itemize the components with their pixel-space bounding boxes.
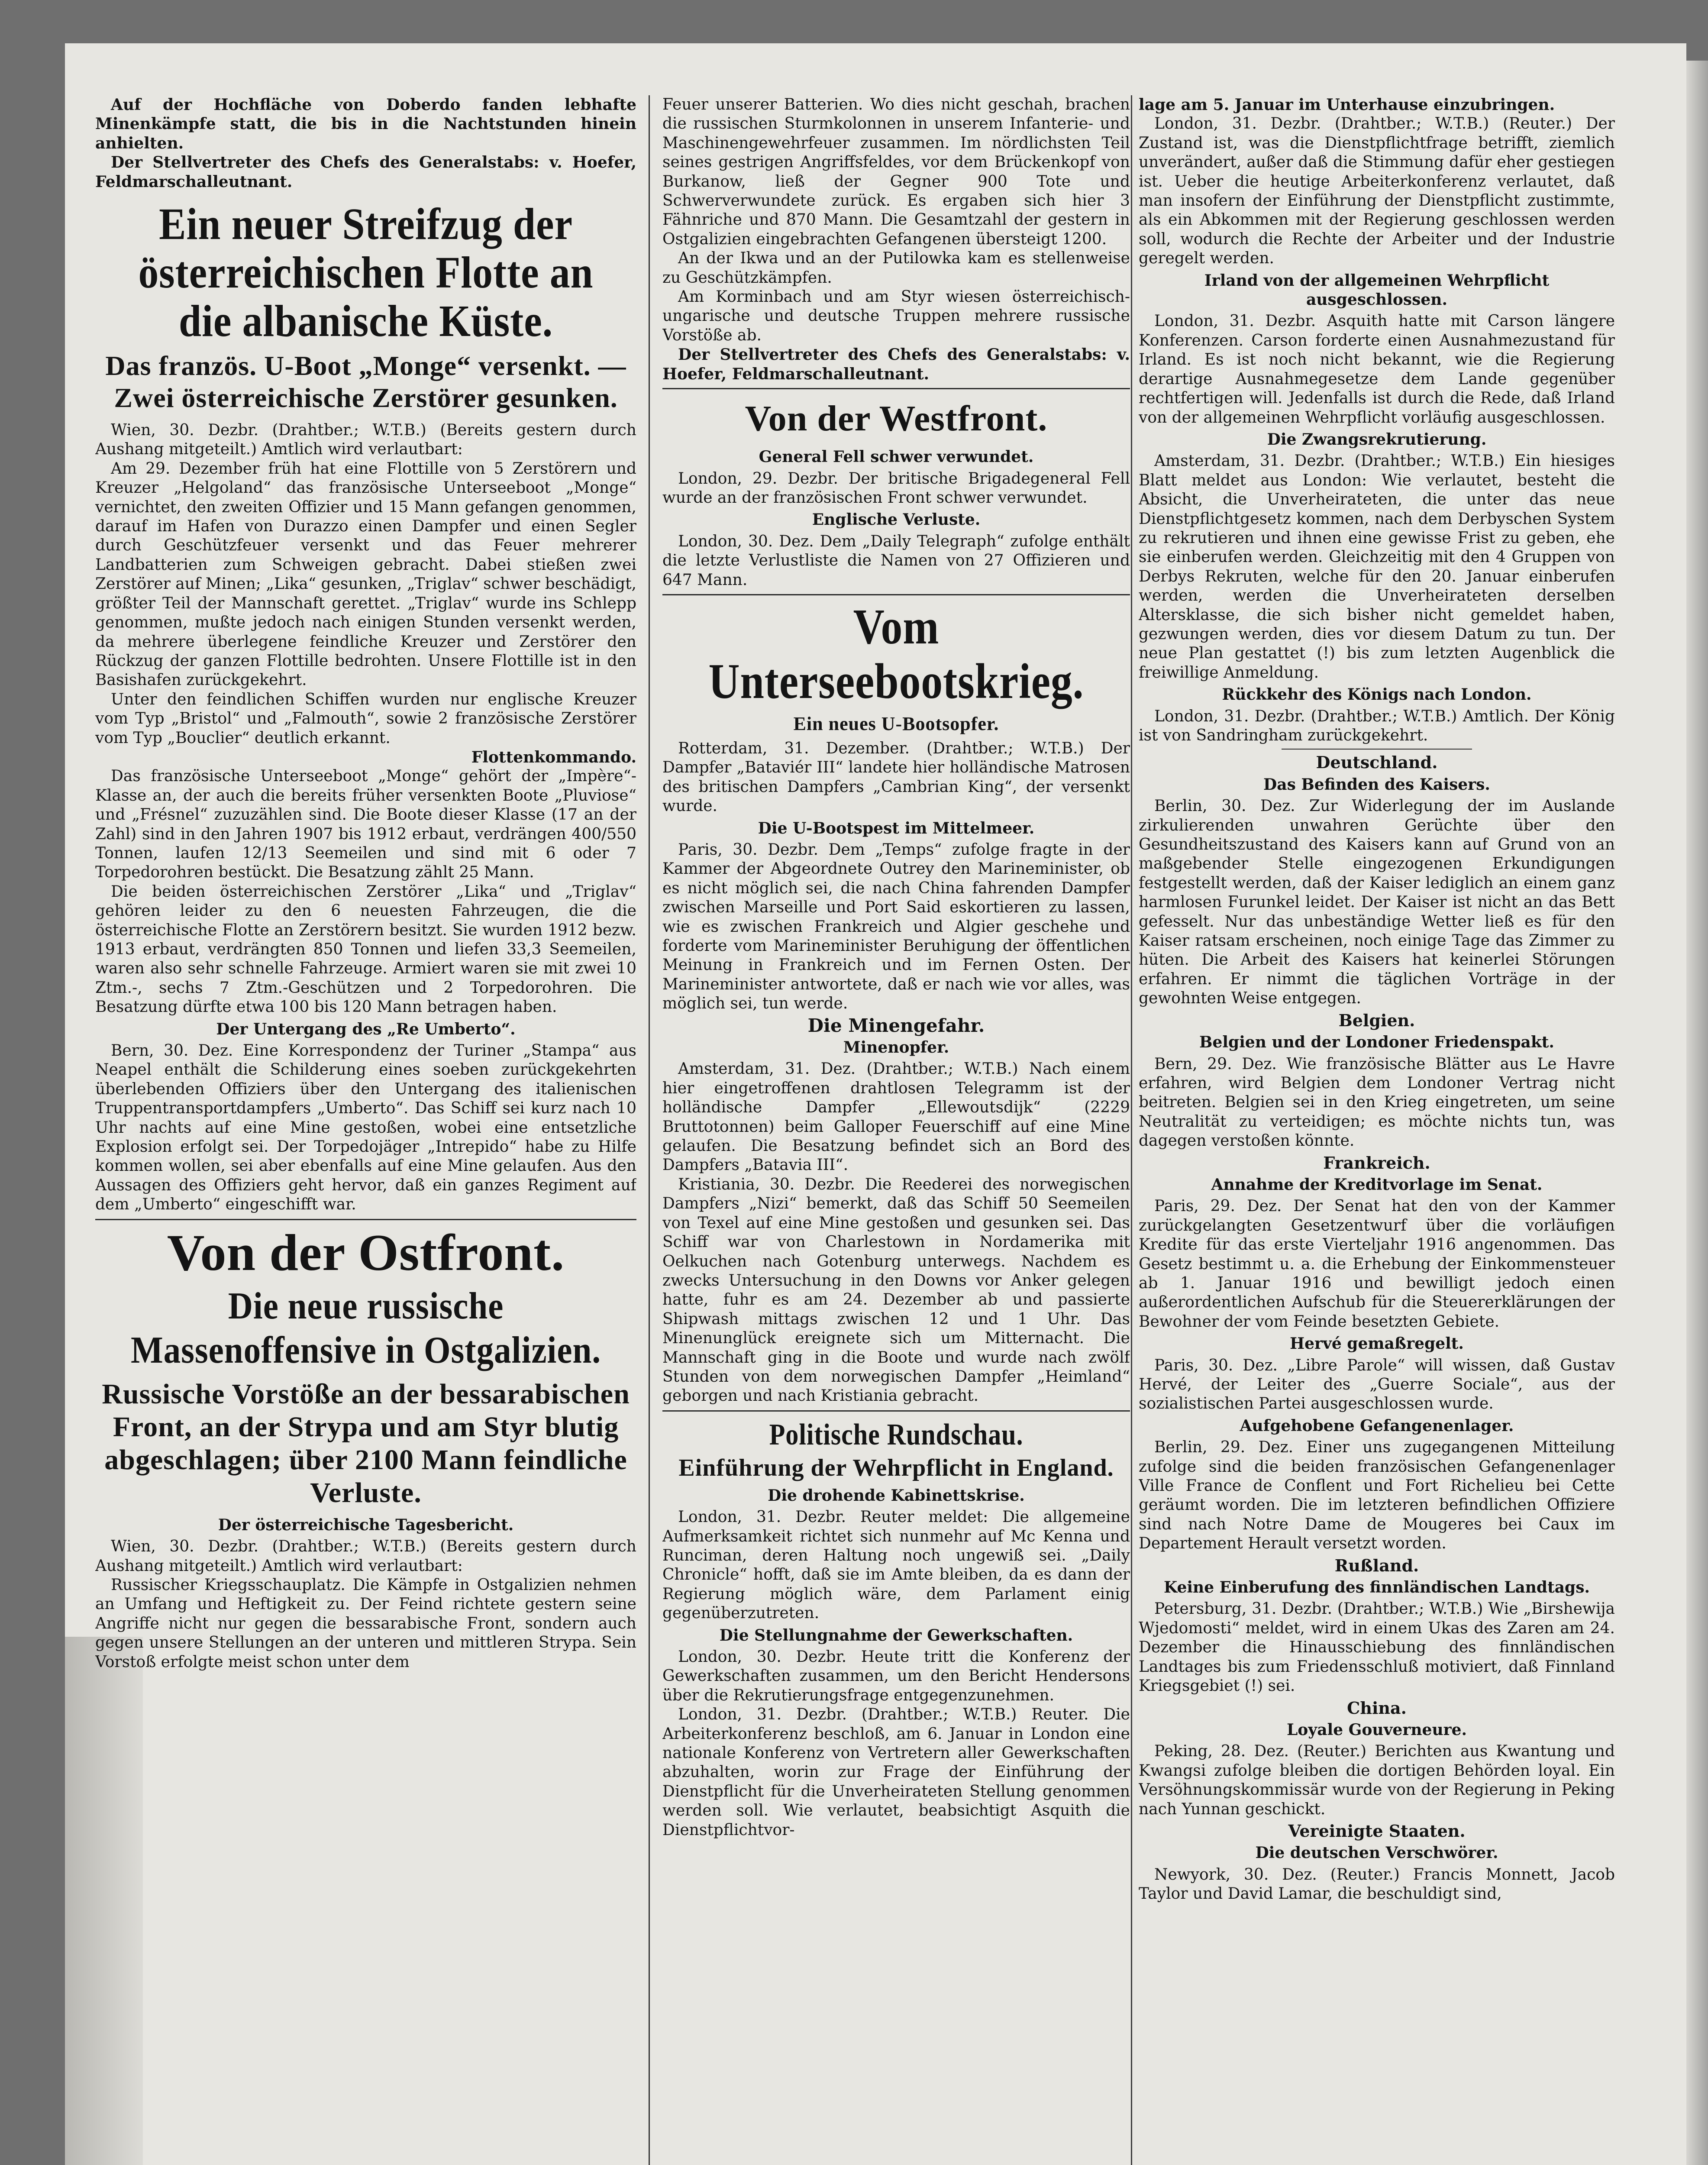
column-2 — [662, 95, 1130, 2165]
section-title: Keine Einberufung des finnländischen Landtags. — [1163, 1578, 1590, 1597]
article-paragraph: Unter den feindlichen Schiffen wurden nur englische Kreuzer vom Typ „Bristol“ und „Falmouth“, sowie 2 französische Zerstörer vom Typ „Bouclier“ deutlich erkannt. — [95, 690, 636, 747]
article-paragraph: London, 31. Dezbr. Asquith hatte mit Carson längere Konferenzen. Carson forderte einen Ausnahmezustand für Irland. Es ist noch nicht bekannt, wie die Regierung derartige Ausnahmegesetze dem Lande gegenüber rechtfertigen will. Jedenfalls ist durch die Rede, daß Irland von der allgemeinen Wehrpflicht vorläufig ausgeschlossen. — [1139, 312, 1615, 427]
flottenkommando-signature: Flottenkommando. — [471, 748, 636, 766]
section-title: Loyale Gouverneure. — [1286, 1720, 1467, 1739]
article-paragraph: An der Ikwa und an der Putilowka kam es stellenweise zu Geschützkämpfen. — [662, 249, 1130, 287]
article-paragraph: Paris, 30. Dez. „Libre Parole“ will wissen, daß Gustav Hervé, der Leiter des „Guerre Sociale“, aus der sozialistischen Partei ausgeschlossen wurde. — [1139, 1356, 1615, 1413]
section-title: Die Stellungnahme der Gewerkschaften. — [719, 1626, 1073, 1645]
headline-westfront: Von der Westfront. — [745, 398, 1048, 439]
article-paragraph: Das französische Unterseeboot „Monge“ gehört der „Impère“-Klasse an, der auch die bereits früher versenkten Boote „Pluviose“ und „Frésnel“ zuzuzählen sind. Die Boote dieser Klasse (17 an der Zahl) sind in den Jahren 1907 bis 1912 erbaut, verdrängen 400/550 Tonnen, laufen 12/13 Seemeilen und sind mit 6 oder 7 Torpedorohren bestückt. Die Besatzung zählt 25 Mann. — [95, 767, 636, 882]
signature: Der Stellvertreter des Chefs des Generalstabs: v. Hoefer, Feldmarschalleutnant. — [95, 153, 636, 191]
headline-massenoffensive: Die neue russische Massenoffensive in Ostgalizien. — [130, 1285, 601, 1371]
article-paragraph: London, 29. Dezbr. Der britische Brigadegeneral Fell wurde an der französischen Front schwer verwundet. — [662, 469, 1130, 507]
section-title: Rückkehr des Königs nach London. — [1222, 685, 1532, 704]
signature: Der Stellvertreter des Chefs des Generalstabs: v. Hoefer, Feldmarschalleutnant. — [662, 346, 1130, 383]
section-title: Hervé gemaßregelt. — [1290, 1335, 1464, 1353]
country-heading: Deutschland. — [1316, 753, 1438, 772]
section-title: Die Zwangsrekrutierung. — [1267, 430, 1487, 449]
article-paragraph: London, 30. Dezbr. Heute tritt die Konferenz der Gewerkschaften zusammen, um den Bericht Hendersons über die Rekrutierungsfrage entgegenzunehmen. — [662, 1648, 1130, 1704]
country-heading: Belgien. — [1338, 1010, 1415, 1030]
divider — [662, 1410, 1130, 1412]
country-heading: Frankreich. — [1323, 1153, 1430, 1173]
article-paragraph: London, 31. Dezbr. Reuter meldet: Die allgemeine Aufmerksamkeit richtet sich nunmehr auf Mc Kenna und Runciman, deren Haltung noch ungewiß sei. „Daily Chronicle“ hofft, daß sie im Amte bleiben, da es dann der Regierung möglich wäre, dem Parlament einig gegenüberzutreten. — [662, 1508, 1130, 1622]
section-title: Der österreichische Tagesbericht. — [218, 1516, 514, 1534]
section-title: General Fell schwer verwundet. — [759, 448, 1034, 466]
country-heading: China. — [1347, 1698, 1407, 1718]
section-title: Belgien und der Londoner Friedenspakt. — [1199, 1033, 1554, 1052]
section-title: Die U-Bootspest im Mittelmeer. — [758, 819, 1035, 837]
article-paragraph: Berlin, 30. Dez. Zur Widerlegung der im Auslande zirkulierenden unwahren Gerüchte über den Gesundheitszustand des Kaisers kann auf Grund von an maßgebender Stelle eingezogenen Erkundigungen festgestellt werden, daß der Kaiser lediglich an einem ganz harmlosen Furunkel leidet. Der Kaiser ist nicht an das Bett gefesselt. Nur das unbeständige Wetter ließ es für den Kaiser ratsam erscheinen, noch einige Tage das Zimmer zu hüten. Die Arbeit des Kaisers hat keinerlei Störungen erfahren. Er nimmt die täglichen Vorträge in der gewohnten Weise entgegen. — [1139, 797, 1615, 1008]
divider — [95, 1219, 636, 1220]
article-paragraph: Am Korminbach und am Styr wiesen österreichisch-ungarische und deutsche Truppen mehrere russische Vorstöße ab. — [662, 288, 1130, 344]
section-title: Die deutschen Verschwörer. — [1255, 1844, 1498, 1862]
column-rule — [1131, 95, 1132, 2165]
article-paragraph: Wien, 30. Dezbr. (Drahtber.; W.T.B.) (Bereits gestern durch Aushang mitgeteilt.) Amtlich wird verlautbart: — [95, 421, 636, 459]
section-title: Irland von der allgemeinen Wehrpflicht ausgeschlossen. — [1204, 271, 1550, 309]
divider — [662, 388, 1130, 389]
section-title: Der Untergang des „Re Umberto“. — [216, 1020, 516, 1038]
article-paragraph: Wien, 30. Dezbr. (Drahtber.; W.T.B.) (Bereits gestern durch Aushang mitgeteilt.) Amtlich wird verlautbart: — [95, 1538, 636, 1575]
doberdo-paragraph: Auf der Hochfläche von Doberdo fanden lebhafte Minenkämpfe statt, die bis in die Nachtstunden hinein anhielten. — [95, 96, 636, 152]
article-paragraph: Amsterdam, 31. Dez. (Drahtber.; W.T.B.) Nach einem hier eingetroffenen drahtlosen Telegramm ist der holländische Dampfer „Ellewoutsdijk“ (2229 Bruttotonnen) beim Galloper Feuerschiff auf eine Mine gelaufen. Die Besatzung befindet sich an Bord des Dampfers „Batavia III“. — [662, 1060, 1130, 1174]
article-paragraph: Feuer unserer Batterien. Wo dies nicht geschah, brachen die russischen Sturmkolonnen in unserem Infanterie- und Maschinengewehrfeuer zusammen. Im nördlichsten Teil seines gestrigen Angriffsfeldes, vor dem Brückenkopf von Burkanow, ließ der Gegner 900 Tote und Schwerverwundete zurück. Es ergaben sich hier 3 Fähnriche und 870 Mann. Die Gesamtzahl der gestern in Ostgalizien eingebrachten Gefangenen übersteigt 1200. — [662, 96, 1130, 248]
article-paragraph: London, 30. Dez. Dem „Daily Telegraph“ zufolge enthält die letzte Verlustliste die Namen von 27 Offizieren und 647 Mann. — [662, 532, 1130, 589]
section-title: Das Befinden des Kaisers. — [1263, 775, 1490, 794]
headline-wehrpflicht: Einführung der Wehrpflicht in England. — [678, 1454, 1114, 1481]
headline-ostfront: Von der Ostfront. — [167, 1223, 565, 1281]
section-subtitle: Minenopfer. — [843, 1038, 949, 1057]
article-paragraph: London, 31. Dezbr. (Drahtber.; W.T.B.) Reuter. Die Arbeiterkonferenz beschloß, am 6. Januar in London eine nationale Konferenz von Vertretern aller Gewerkschaften abzuhalten, worin zur Frage der Einführung der Dienstpflicht für die Unverheirateten Stellung genommen werden soll. Wie verlautet, beabsichtigt Asquith die Dienstpflichtvor- — [662, 1706, 1130, 1839]
subheadline-monge: Das französ. U-Boot „Monge“ versenkt. — Zwei österreichische Zerstörer gesunken. — [105, 350, 626, 414]
section-title: Die drohende Kabinettskrise. — [768, 1486, 1025, 1505]
column-3 — [1139, 95, 1615, 2165]
article-paragraph: lage am 5. Januar im Unterhause einzubringen. — [1139, 96, 1555, 114]
article-paragraph: Newyork, 30. Dez. (Reuter.) Francis Monnett, Jacob Taylor und David Lamar, die beschuldigt sind, — [1139, 1865, 1615, 1903]
article-paragraph: London, 31. Dezbr. (Drahtber.; W.T.B.) Amtlich. Der König ist von Sandringham zurückgekehrt. — [1139, 707, 1615, 744]
divider — [1282, 749, 1472, 750]
country-heading: Rußland. — [1334, 1555, 1419, 1575]
article-paragraph: Russischer Kriegsschauplatz. Die Kämpfe in Ostgalizien nehmen an Umfang und Heftigkeit zu. Der Feind richtete gestern seine Angriffe nicht nur gegen die bessarabische Front, sondern auch gegen unsere Stellungen an der unteren und mittleren Strypa. Sein Vorstoß erfolgte meist schon unter dem — [95, 1576, 636, 1671]
section-title: Die Minengefahr. — [807, 1015, 985, 1036]
article-paragraph: Kristiania, 30. Dezbr. Die Reederei des norwegischen Dampfers „Nizi“ bemerkt, daß das Schiff 50 Seemeilen von Texel auf eine Mine gestoßen und gesunken sei. Das Schiff war von Charlestown in Nordamerika mit Oelkuchen nach Gotenburg unterwegs. Nachdem es zwecks Untersuchung in den Downs vor Anker gelegen hatte, fuhr es am 24. Dezember ab und passierte Shipwash mittags zwischen 12 und 1 Uhr. Das Minenunglück ereignete sich um Mitternacht. Die Mannschaft ging in die Boote und wurde nach zwölf Stunden von dem norwegischen Dampfer „Heimland“ geborgen und nach Kristiania gebracht. — [662, 1175, 1130, 1405]
subheadline-uboot-opfer: Ein neues U-Bootsopfer. — [793, 713, 999, 734]
article-paragraph: London, 31. Dezbr. (Drahtber.; W.T.B.) (Reuter.) Der Zustand ist, was die Dienstpflichtfrage betrifft, ziemlich unverändert, außer daß die Stimmung dafür eher gestiegen ist. Ueber die heutige Arbeiterkonferenz verlautet, daß man insofern der Einführung der Dienstpflicht zustimmte, als ein Abkommen mit der Regierung geschlossen werden soll, wodurch die Rechte der Arbeiter und der Industrie geregelt werden. — [1139, 115, 1615, 268]
article-paragraph: Petersburg, 31. Dezbr. (Drahtber.; W.T.B.) Wie „Birshewija Wjedomosti“ meldet, wird in einem Ukas des Zaren am 24. Dezember die Hinausschiebung des finnländischen Landtages bis zum Friedensschluß motiviert, daß Finnland Kriegsgebiet (!) sei. — [1139, 1600, 1615, 1695]
section-title: Annahme der Kreditvorlage im Senat. — [1211, 1175, 1543, 1194]
article-paragraph: Paris, 29. Dez. Der Senat hat den von der Kammer zurückgelangten Gesetzentwurf über die vorläufigen Kredite für das erste Vierteljahr 1916 angenommen. Das Gesetz bestimmt u. a. die Erhebung der Einkommensteuer ab 1. Januar 1916 und bewilligt jedoch einen außerordentlichen Aufschub für die Steuererklärungen der Bewohner der vom Feinde besetzten Gebiete. — [1139, 1197, 1615, 1331]
headline-flotte: Ein neuer Streifzug der österreichischen Flotte an die albanische Küste. — [138, 199, 594, 346]
column-1 — [95, 95, 636, 2165]
headline-unterseebootskrieg: Vom Unterseebootskrieg. — [708, 599, 1084, 709]
article-paragraph: Amsterdam, 31. Dezbr. (Drahtber.; W.T.B.) Ein hiesiges Blatt meldet aus London: Wie verlautet, besteht die Absicht, die Unverheirateten, die unter das neue Dienstpflichtgesetz kommen, nach dem Derbyschen System zu rekrutieren und ihnen eine gewisse Frist zu geben, ehe sie einberufen werden. Gleichzeitig mit den 4 Gruppen von Derbys Rekruten, welche für den 20. Januar einberufen werden, werden die Unverheirateten derselben Altersklasse, die sich bisher nicht gemeldet haben, gezwungen werden, dies vor diesem Datum zu tun. Der neue Plan gestattet (!) bis zum letzten Augenblick die freiwillige Anmeldung. — [1139, 452, 1615, 682]
adjacent-page-edge — [1686, 61, 1708, 2165]
article-paragraph: Berlin, 29. Dez. Einer uns zugegangenen Mitteilung zufolge sind die beiden französischen Gefangenenlager Ville France de Conflent und Fort Richelieu bei Cette geräumt worden. Die im letzteren befindlichen Offiziere sind nach Notre Dame de Mougeres bei Caux im Departement Herault versetzt worden. — [1139, 1438, 1615, 1553]
article-paragraph: Die beiden österreichischen Zerstörer „Lika“ und „Triglav“ gehören leider zu den 6 neuesten Fahrzeugen, die die österreichische Flotte an Zerstörern besitzt. Sie wurden 1912 bezw. 1913 erbaut, verdrängten 850 Tonnen und liefen 33,3 Seemeilen, waren also sehr schnelle Fahrzeuge. Armiert waren sie mit zwei 10 Ztm.-, sechs 7 Ztm.-Geschützen und 2 Torpedorohren. Die Besatzung dürfte etwa 100 bis 120 Mann betragen haben. — [95, 882, 636, 1016]
subheadline-vorstoesse: Russische Vorstöße an der bessarabischen Front, an der Strypa und am Styr blutig abgeschlagen; über 2100 Mann feindliche Verluste. — [102, 1378, 630, 1509]
column-rule — [649, 95, 650, 2165]
article-paragraph: Bern, 29. Dez. Wie französische Blätter aus Le Havre erfahren, wird Belgien dem Londoner Vertrag nicht beitreten. Belgien sei in den Krieg eingetreten, um seine Neutralität zu verteidigen; es möchte nichts tun, was dagegen verstoßen könnte. — [1139, 1055, 1615, 1150]
country-heading: Vereinigte Staaten. — [1288, 1821, 1466, 1841]
article-paragraph: Paris, 30. Dezbr. Dem „Temps“ zufolge fragte in der Kammer der Abgeordnete Outrey den Marineminister, ob es nicht möglich sei, die nach China fahrenden Dampfer zwischen Marseille und Port Said eskortieren zu lassen, wie es zwischen Frankreich und Algier geschehe und forderte vom Marineminister Beruhigung der öffentlichen Meinung in Frankreich und im Fernen Osten. Der Marineminister antwortete, daß er nach wie vor alles, was möglich sei, tun werde. — [662, 840, 1130, 1013]
article-paragraph: Bern, 30. Dez. Eine Korrespondenz der Turiner „Stampa“ aus Neapel enthält die Schilderung eines soeben zurückgekehrten überlebenden Offiziers über den Untergang des italienischen Truppentransportdampfers „Umberto“. Das Schiff sei kurz nach 10 Uhr nachts auf eine Mine gestoßen, wobei eine entsetzliche Explosion erfolgt sei. Der Torpedojäger „Intrepido“ habe zu Hilfe kommen wollen, sei aber ebenfalls auf eine Mine gelaufen. Aus den Aussagen des Offiziers geht hervor, daß ein ganzes Regiment auf dem „Umberto“ eingeschifft war. — [95, 1042, 636, 1214]
article-paragraph: Rotterdam, 31. Dezember. (Drahtber.; W.T.B.) Der Dampfer „Bataviér III“ landete hier holländische Matrosen des britischen Dampfers „Cambrian King“, der versenkt wurde. — [662, 739, 1130, 815]
section-title: Aufgehobene Gefangenenlager. — [1240, 1416, 1514, 1435]
section-title: Englische Verluste. — [812, 511, 981, 529]
article-paragraph: Peking, 28. Dez. (Reuter.) Berichten aus Kwantung und Kwangsi zufolge bleiben die dortigen Behörden loyal. Ein Versöhnungskommissär wurde von der Regierung in Peking nach Yunnan geschickt. — [1139, 1742, 1615, 1818]
article-paragraph: Am 29. Dezember früh hat eine Flottille von 5 Zerstörern und Kreuzer „Helgoland“ das französische Unterseeboot „Monge“ vernichtet, den zweiten Offizier und 15 Mann gefangen genommen, darauf im Hafen von Durazzo einen Dampfer und einen Segler durch Geschützfeuer versenkt und das Feuer mehrerer Landbatterien zum Schweigen gebracht. Dabei stießen zwei Zerstörer auf Minen; „Lika“ gesunken, „Triglav“ schwer beschädigt, größter Teil der Mannschaft gerettet. „Triglav“ wurde ins Schlepp genommen, mußte jedoch nach einigen Stunden versenkt werden, da mehrere überlegene feindliche Kreuzer und Zerstörer den Rückzug der ganzen Flottille bedrohten. Unsere Flottille ist in den Basishafen zurückgekehrt. — [95, 459, 636, 689]
headline-politische-rundschau: Politische Rundschau. — [769, 1418, 1024, 1451]
divider — [662, 594, 1130, 595]
